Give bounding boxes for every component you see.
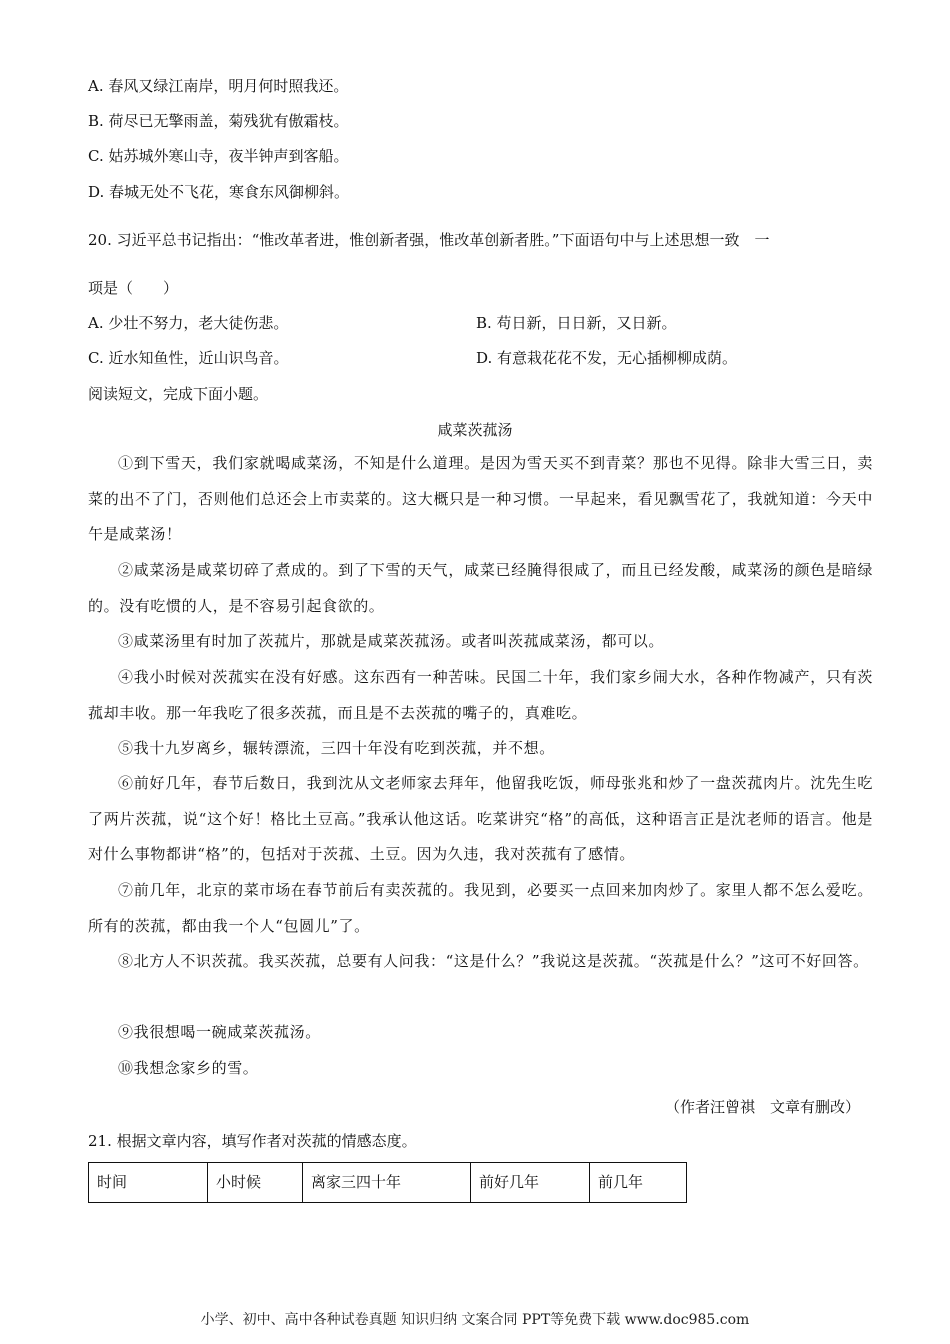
article-paragraph-1: ①到下雪天，我们家就喝咸菜汤，不知是什么道理。是因为雪天买不到青菜？那也不见得。除非大雪三日，卖菜的出不了门，否则他们总还会上市卖菜的。这大概只是一种习惯。一早起来，看见飘雪花了，我就知道：今天中午是咸菜汤！ xyxy=(88,454,873,543)
article-paragraph-4: ④我小时候对茨菰实在没有好感。这东西有一种苦味。民国二十年，我们家乡闹大水，各种作物减产，只有茨菰却丰收。那一年我吃了很多茨菰，而且是不去茨菰的嘴子的，真难吃。 xyxy=(88,668,873,722)
q19-option-c: C. 姑苏城外寒山寺，夜半钟声到客船。 xyxy=(88,147,349,165)
q20-option-d: D. 有意栽花花不发，无心插柳柳成荫。 xyxy=(476,349,738,367)
article-paragraph-2: ②咸菜汤是咸菜切碎了煮成的。到了下雪的天气，咸菜已经腌得很咸了，而且已经发酸，咸菜汤的颜色是暗绿的。没有吃惯的人，是不容易引起食欲的。 xyxy=(88,561,873,615)
q19-option-a: A. 春风又绿江南岸，明月何时照我还。 xyxy=(88,77,349,95)
table-header-cell: 离家三四十年 xyxy=(303,1163,471,1203)
q21-stem: 21. 根据文章内容，填写作者对茨菰的情感态度。 xyxy=(88,1132,417,1150)
article-paragraph-10: ⑩我想念家乡的雪。 xyxy=(118,1059,259,1077)
page-footer: 小学、初中、高中各种试卷真题 知识归纳 文案合同 PPT等免费下载 www.doc985.com xyxy=(200,1312,750,1328)
q21-table xyxy=(88,1162,687,1203)
article-paragraph-6: ⑥前好几年，春节后数日，我到沈从文老师家去拜年，他留我吃饭，师母张兆和炒了一盘茨菰肉片。沈先生吃了两片茨菰，说“这个好！格比土豆高。”我承认他这话。吃菜讲究“格”的高低，这种语言正是沈老师的语言。他是对什么事物都讲“格”的，包括对于茨菰、土豆。因为久违，我对茨菰有了感情。 xyxy=(88,774,873,863)
article-paragraph-3: ③咸菜汤里有时加了茨菰片，那就是咸菜茨菰汤。或者叫茨菰咸菜汤，都可以。 xyxy=(118,632,665,650)
q20-option-a: A. 少壮不努力，老大徒伤悲。 xyxy=(88,314,289,332)
q19-option-b: B. 荷尽已无擎雨盖，菊残犹有傲霜枝。 xyxy=(88,112,349,130)
q20-stem-line1: 20. 习近平总书记指出：“惟改革者进，惟创新者强，惟改革创新者胜。”下面语句中与上述思想一致 一 xyxy=(88,231,770,249)
author-note: （作者汪曾祺 文章有删改） xyxy=(664,1098,860,1116)
q19-option-d: D. 春城无处不飞花，寒食东风御柳斜。 xyxy=(88,183,350,201)
table-header-cell: 前几年 xyxy=(590,1163,687,1203)
article-paragraph-8: ⑧北方人不识茨菰。我买茨菰，总要有人问我：“这是什么？”我说这是茨菰。“茨菰是什么？”这可不好回答。 xyxy=(118,952,869,970)
table-header-cell: 小时候 xyxy=(208,1163,303,1203)
table-header-cell: 前好几年 xyxy=(471,1163,590,1203)
reading-intro: 阅读短文，完成下面小题。 xyxy=(88,385,269,403)
table-header-cell: 时间 xyxy=(89,1163,208,1203)
article-paragraph-5: ⑤我十九岁离乡，辗转漂流，三四十年没有吃到茨菰，并不想。 xyxy=(118,739,555,757)
q20-stem-line2: 项是（ ） xyxy=(88,279,179,297)
q20-option-c: C. 近水知鱼性，近山识鸟音。 xyxy=(88,349,289,367)
article-title: 咸菜茨菰汤 xyxy=(437,421,513,439)
article-paragraph-7: ⑦前几年，北京的菜市场在春节前后有卖茨菰的。我见到，必要买一点回来加肉炒了。家里人都不怎么爱吃。所有的茨菰，都由我一个人“包圆儿”了。 xyxy=(88,881,873,935)
q20-option-b: B. 苟日新，日日新，又日新。 xyxy=(476,314,677,332)
article-paragraph-9: ⑨我很想喝一碗咸菜茨菰汤。 xyxy=(118,1023,321,1041)
table-row xyxy=(89,1163,687,1203)
